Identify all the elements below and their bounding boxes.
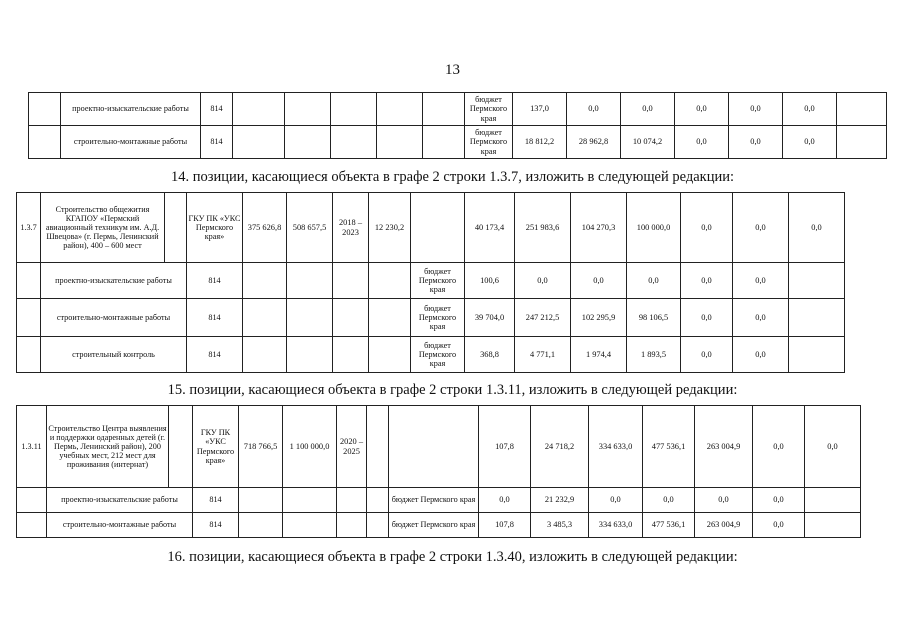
value-cell: 39 704,0 [465, 299, 515, 337]
value-cell: 368,8 [465, 337, 515, 373]
value-cell: 10 074,2 [621, 126, 675, 159]
table-row [17, 488, 861, 513]
source-cell: бюджет Пермского края [389, 513, 479, 538]
table-row [17, 299, 905, 337]
work-name: проектно-изыскательские работы [61, 93, 201, 126]
code-cell: 814 [187, 299, 243, 337]
value-cell: 0,0 [627, 263, 681, 299]
code-cell: 814 [201, 126, 233, 159]
value-cell: 24 718,2 [531, 406, 589, 488]
value-cell: 100 000,0 [627, 193, 681, 263]
value-cell: 0,0 [675, 126, 729, 159]
position-number: 1.3.7 [17, 193, 41, 263]
table-row [17, 513, 861, 538]
code-cell: 814 [187, 337, 243, 373]
table-row [17, 337, 905, 373]
value-cell: 0,0 [695, 488, 753, 513]
cost2-cell: 1 100 000,0 [283, 406, 337, 488]
table-row [17, 263, 905, 299]
cost-cell: 718 766,5 [239, 406, 283, 488]
period-cell: 2020 – 2025 [337, 406, 367, 488]
table-row [17, 193, 905, 263]
value-cell: 251 983,6 [515, 193, 571, 263]
cost2-cell: 508 657,5 [287, 193, 333, 263]
value-cell: 0,0 [681, 193, 733, 263]
value-cell: 3 485,3 [531, 513, 589, 538]
value-cell: 0,0 [589, 488, 643, 513]
value-cell: 477 536,1 [643, 513, 695, 538]
value-cell: 104 270,3 [571, 193, 627, 263]
object-name: Строительство Центра выявления и поддержки одаренных детей (г. Пермь, Ленинский район), 200 учебных мест, 212 мест для проживания (интернат) [47, 406, 169, 488]
value-cell: 0,0 [733, 299, 789, 337]
value-cell: 98 106,5 [627, 299, 681, 337]
source-cell: бюджет Пермского края [465, 93, 513, 126]
code-cell: 814 [187, 263, 243, 299]
value-cell: 1 893,5 [627, 337, 681, 373]
value-cell: 1 974,4 [571, 337, 627, 373]
value-cell: 0,0 [783, 126, 837, 159]
code-cell: 814 [201, 93, 233, 126]
table-row [29, 93, 887, 126]
value-cell: 0,0 [729, 126, 783, 159]
value-cell: 0,0 [479, 488, 531, 513]
value-cell: 0,0 [571, 263, 627, 299]
customer-cell: ГКУ ПК «УКС Пермского края» [187, 193, 243, 263]
value-cell: 28 962,8 [567, 126, 621, 159]
customer-cell: ГКУ ПК «УКС Пермского края» [193, 406, 239, 488]
table-row [29, 126, 887, 159]
page-number: 13 [445, 62, 460, 78]
value-cell: 0,0 [681, 299, 733, 337]
table-top-continuation [28, 92, 887, 159]
value-cell: 107,8 [479, 513, 531, 538]
period-cell: 2018 – 2023 [333, 193, 369, 263]
section-heading-16: 16. позиции, касающиеся объекта в графе 2 строки 1.3.40, изложить в следующей редакции: [167, 549, 738, 565]
value-cell: 477 536,1 [643, 406, 695, 488]
value-cell: 137,0 [513, 93, 567, 126]
source-cell: бюджет Пермского края [411, 299, 465, 337]
value-cell: 334 633,0 [589, 406, 643, 488]
value-cell: 21 232,9 [531, 488, 589, 513]
value-cell: 100,6 [465, 263, 515, 299]
value-cell: 0,0 [733, 263, 789, 299]
section-heading-14: 14. позиции, касающиеся объекта в графе 2 строки 1.3.7, изложить в следующей редакции: [170, 169, 735, 185]
value-cell: 0,0 [681, 263, 733, 299]
value-cell: 0,0 [567, 93, 621, 126]
value-cell: 40 173,4 [465, 193, 515, 263]
value-cell: 0,0 [643, 488, 695, 513]
source-cell: бюджет Пермского края [389, 488, 479, 513]
value-cell: 0,0 [681, 337, 733, 373]
work-name: проектно-изыскательские работы [47, 488, 193, 513]
object-name: Строительство общежития КГАПОУ «Пермский авиационный техникум им. А.Д. Швецова» (г. Пермь, Ленинский район), 400 – 600 мест [41, 193, 165, 263]
work-name: строительно-монтажные работы [47, 513, 193, 538]
value-cell: 0,0 [753, 488, 805, 513]
value-cell: 0,0 [789, 193, 845, 263]
position-number: 1.3.11 [17, 406, 47, 488]
value-cell: 0,0 [675, 93, 729, 126]
table-object-1-3-11 [16, 405, 861, 538]
code-cell: 814 [193, 488, 239, 513]
value-cell: 0,0 [805, 406, 861, 488]
work-name: проектно-изыскательские работы [41, 263, 187, 299]
source-cell: бюджет Пермского края [411, 337, 465, 373]
work-name: строительно-монтажные работы [41, 299, 187, 337]
value-cell: 334 633,0 [589, 513, 643, 538]
table-object-1-3-7 [16, 192, 905, 373]
work-name: строительный контроль [41, 337, 187, 373]
value-cell: 0,0 [733, 193, 789, 263]
value-cell: 107,8 [479, 406, 531, 488]
value-cell: 263 004,9 [695, 513, 753, 538]
value-cell: 18 812,2 [513, 126, 567, 159]
source-cell: бюджет Пермского края [465, 126, 513, 159]
work-name: строительно-монтажные работы [61, 126, 201, 159]
value-cell: 0,0 [733, 337, 789, 373]
value-cell: 0,0 [753, 406, 805, 488]
value-cell: 0,0 [729, 93, 783, 126]
value-cell: 4 771,1 [515, 337, 571, 373]
source-cell: бюджет Пермского края [411, 263, 465, 299]
value-cell: 263 004,9 [695, 406, 753, 488]
capacity-cell: 12 230,2 [369, 193, 411, 263]
value-cell: 0,0 [621, 93, 675, 126]
section-heading-15: 15. позиции, касающиеся объекта в графе 2 строки 1.3.11, изложить в следующей редакции: [167, 382, 738, 398]
value-cell: 102 295,9 [571, 299, 627, 337]
value-cell: 0,0 [753, 513, 805, 538]
value-cell: 0,0 [783, 93, 837, 126]
cost-cell: 375 626,8 [243, 193, 287, 263]
value-cell: 247 212,5 [515, 299, 571, 337]
table-row [17, 406, 861, 488]
value-cell: 0,0 [515, 263, 571, 299]
code-cell: 814 [193, 513, 239, 538]
